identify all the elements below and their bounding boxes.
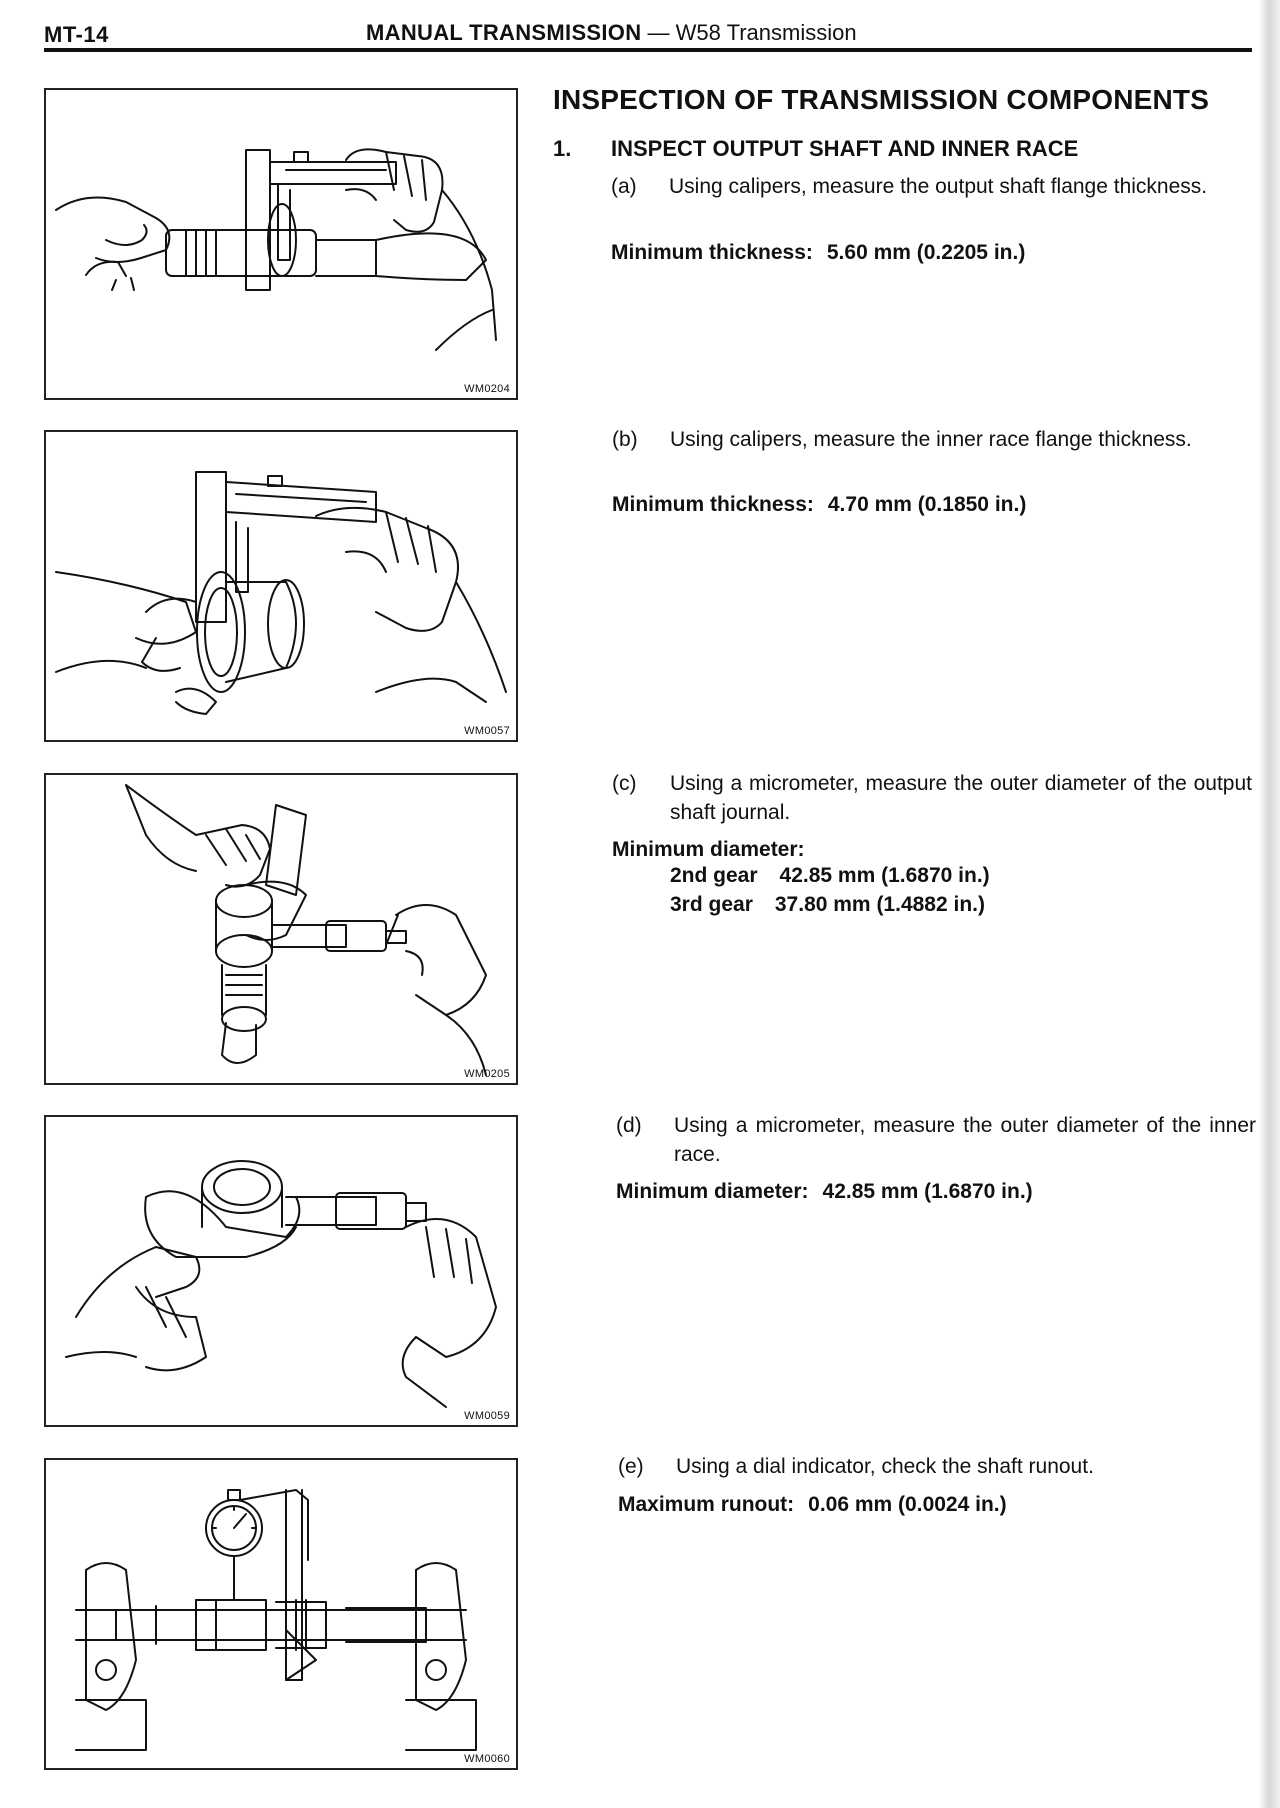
section-title: INSPECTION OF TRANSMISSION COMPONENTS: [553, 84, 1210, 115]
step-heading: [553, 136, 1078, 162]
figure-code: WM0060: [464, 1753, 510, 1765]
step-a-text: Using calipers, measure the output shaft flange thickness.: [669, 175, 1208, 198]
figure-output-shaft-flange: [44, 88, 518, 400]
spec-row-label: 2nd gear: [670, 864, 758, 887]
spec-value: 42.85 mm (1.6870 in.): [822, 1180, 1033, 1203]
figure-code: WM0205: [464, 1068, 510, 1080]
page-header: [44, 18, 1252, 52]
spec-label: Minimum diameter:: [616, 1180, 809, 1203]
figure-code: WM0204: [464, 383, 510, 395]
step-c-spec-label: Minimum diameter:: [612, 838, 805, 861]
step-d-spec: [616, 1180, 1033, 1204]
figure-shaft-runout: [44, 1458, 518, 1770]
step-e-letter: (e): [618, 1455, 644, 1478]
step-d: [616, 1111, 1256, 1169]
step-c: [612, 769, 1252, 827]
step-a-spec: [611, 241, 1025, 265]
header-title-sub: W58 Transmission: [675, 20, 857, 45]
micrometer-race-illustration: [46, 1117, 516, 1425]
caliper-shaft-illustration: [46, 90, 516, 398]
spec-label: Maximum runout:: [618, 1493, 795, 1516]
step-b-letter: (b): [612, 428, 638, 451]
dial-indicator-illustration: [46, 1460, 516, 1768]
header-title-main: MANUAL TRANSMISSION: [366, 20, 642, 45]
spec-row-value: 37.80 mm (1.4882 in.): [774, 893, 985, 916]
spec-value: 5.60 mm (0.2205 in.): [826, 241, 1026, 264]
figure-code: WM0057: [464, 725, 510, 737]
spec-label: Minimum thickness:: [611, 241, 813, 264]
figure-inner-race-flange: [44, 430, 518, 742]
spec-row-label: 3rd gear: [670, 893, 753, 916]
spec-value: 4.70 mm (0.1850 in.): [827, 493, 1027, 516]
step-b: [612, 425, 1252, 454]
micrometer-shaft-illustration: [46, 775, 516, 1083]
step-e-text: Using a dial indicator, check the shaft runout.: [676, 1455, 1094, 1478]
step-title: INSPECT OUTPUT SHAFT AND INNER RACE: [611, 136, 1079, 161]
step-e-spec: [618, 1493, 1007, 1517]
step-e: [618, 1452, 1258, 1481]
step-b-spec: [612, 493, 1026, 517]
figure-code: WM0059: [464, 1410, 510, 1422]
spec-row-value: 42.85 mm (1.6870 in.): [779, 864, 990, 887]
page-edge-shadow: [1258, 0, 1280, 1808]
figure-inner-race-diameter: [44, 1115, 518, 1427]
header-title-separator: —: [641, 20, 676, 45]
spec-label: Minimum thickness:: [612, 493, 814, 516]
step-c-text: Using a micrometer, measure the outer diameter of the output shaft journal.: [670, 772, 1252, 824]
step-a-letter: (a): [611, 175, 637, 198]
step-c-spec-row-2nd: [670, 864, 990, 888]
step-c-spec-row-3rd: [670, 893, 985, 917]
step-c-letter: (c): [612, 772, 637, 795]
step-b-text: Using calipers, measure the inner race flange thickness.: [670, 428, 1192, 451]
caliper-race-illustration: [46, 432, 516, 740]
step-a: [611, 172, 1251, 201]
spec-value: 0.06 mm (0.0024 in.): [808, 1493, 1007, 1516]
header-rule: [44, 48, 1252, 52]
step-d-letter: (d): [616, 1114, 642, 1137]
step-d-text: Using a micrometer, measure the outer diameter of the inner race.: [674, 1114, 1256, 1166]
page-code: MT-14: [44, 22, 109, 47]
figure-output-shaft-journal: [44, 773, 518, 1085]
step-number: 1.: [553, 136, 572, 161]
header-title: [366, 20, 857, 46]
